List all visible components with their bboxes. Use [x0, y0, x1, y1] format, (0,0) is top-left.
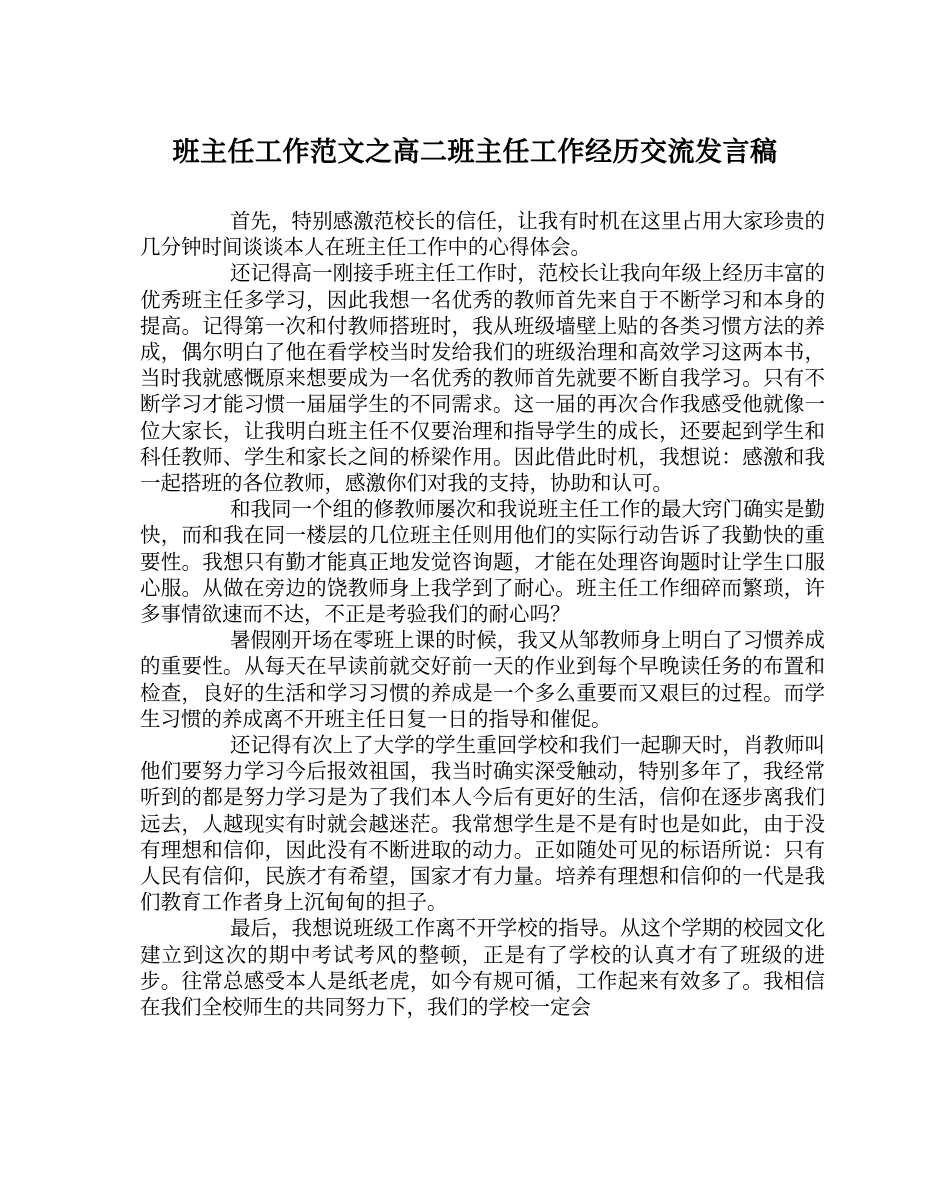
paragraph-2: 还记得高一刚接手班主任工作时，范校长让我向年级上经历丰富的优秀班主任多学习，因此我想一名优秀的教师首先来自于不断学习和本身的提高。记得第一次和付教师搭班时，我从班级墙壁上贴的各类习惯方法的养成，偶尔明白了他在看学校当时发给我们的班级治理和高效学习这两本书，当时我就感慨原来想要成为一名优秀的教师首先就要不断自我学习。只有不断学习才能习惯一届届学生的不同需求。这一届的再次合作我感受他就像一位大家长，让我明白班主任不仅要治理和指导学生的成长，还要起到学生和科任教师、学生和家长之间的桥梁作用。因此借此时机，我想说：感激和我一起搭班的各位教师，感激你们对我的支持，协助和认可。 [140, 261, 825, 496]
paragraph-4: 暑假刚开场在零班上课的时候，我又从邹教师身上明白了习惯养成的重要性。从每天在早读前就交好前一天的作业到每个早晚读任务的布置和检查，良好的生活和学习习惯的养成是一个多么重要而又艰巨的过程。而学生习惯的养成离不开班主任日复一日的指导和催促。 [140, 628, 825, 731]
document-body [140, 208, 825, 1020]
paragraph-5: 还记得有次上了大学的学生重回学校和我们一起聊天时，肖教师叫他们要努力学习今后报效祖国，我当时确实深受触动，特别多年了，我经常听到的都是努力学习是为了我们本人今后有更好的生活，信仰在逐步离我们远去，人越现实有时就会越迷茫。我常想学生是不是有时也是如此，由于没有理想和信仰，因此没有不断进取的动力。正如随处可见的标语所说：只有人民有信仰，民族才有希望，国家才有力量。培养有理想和信仰的一代是我们教育工作者身上沉甸甸的担子。 [140, 733, 825, 915]
document-title: 班主任工作范文之高二班主任工作经历交流发言稿 [172, 137, 778, 168]
paragraph-1: 首先，特别感激范校长的信任，让我有时机在这里占用大家珍贵的几分钟时间谈谈本人在班主任工作中的心得体会。 [140, 209, 825, 260]
paragraph-6: 最后，我想说班级工作离不开学校的指导。从这个学期的校园文化建立到这次的期中考试考风的整顿，正是有了学校的认真才有了班级的进步。往常总感受本人是纸老虎，如今有规可循，工作起来有效多了。我相信在我们全校师生的共同努力下，我们的学校一定会 [140, 916, 825, 1020]
paragraph-3: 和我同一个组的修教师屡次和我说班主任工作的最大窍门确实是勤快，而和我在同一楼层的几位班主任则用他们的实际行动告诉了我勤快的重要性。我想只有勤才能真正地发觉咨询题，才能在处理咨询题时让学生口服心服。从做在旁边的饶教师身上我学到了耐心。班主任工作细碎而繁琐，许多事情欲速而不达，不正是考验我们的耐心吗？ [140, 497, 825, 627]
